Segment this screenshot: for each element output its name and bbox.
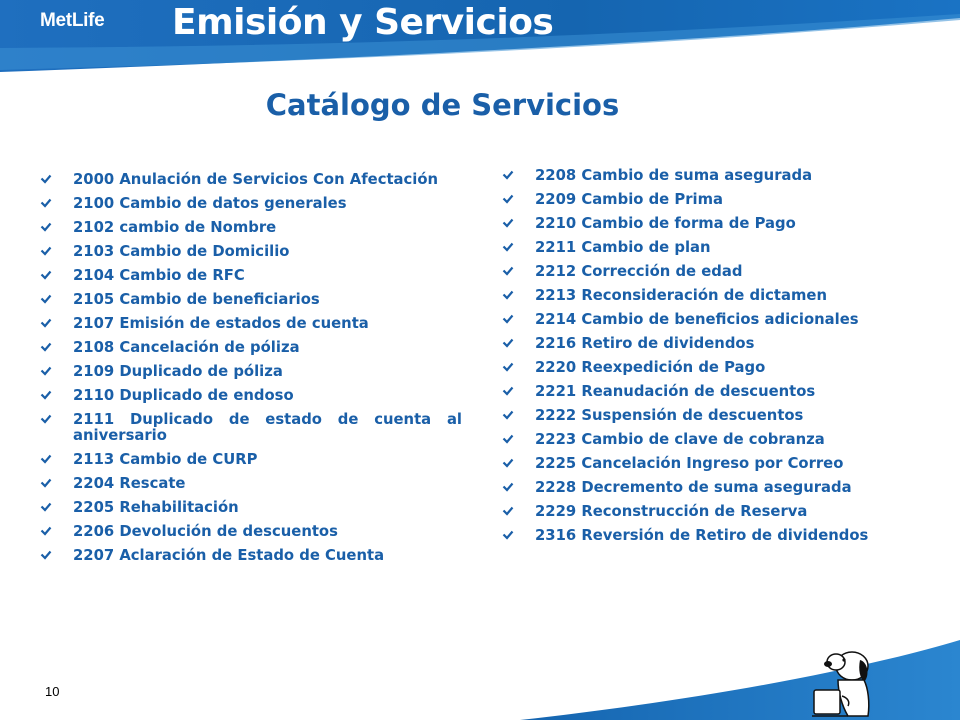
check-icon [502,361,514,373]
check-icon [40,525,52,537]
service-item-label: 2316 Reversión de Retiro de dividendos [535,527,869,544]
check-icon [502,529,514,541]
service-item-label: 2216 Retiro de dividendos [535,335,755,352]
service-item-label: 2109 Duplicado de póliza [73,363,283,380]
check-icon [40,341,52,353]
service-item [40,500,462,516]
service-item-label: 2207 Aclaración de Estado de Cuenta [73,547,385,564]
check-icon [502,505,514,517]
service-item-label: 2228 Decremento de suma asegurada [535,479,852,496]
service-item-label: 2220 Reexpedición de Pago [535,359,766,376]
service-item [40,476,462,492]
check-icon [502,457,514,469]
service-item [40,172,462,188]
service-item-label: 2211 Cambio de plan [535,239,711,256]
service-item-label: 2105 Cambio de beneficiarios [73,291,320,308]
check-icon [40,317,52,329]
metlife-logo: MetLife [40,10,105,31]
service-item-label: 2214 Cambio de beneficios adicionales [535,311,859,328]
service-item [502,240,922,256]
service-item [40,548,462,564]
service-item-label: 2205 Rehabilitación [73,499,239,516]
check-icon [40,389,52,401]
service-item [502,312,922,328]
service-item [502,384,922,400]
check-icon [502,385,514,397]
service-item-label: 2223 Cambio de clave de cobranza [535,431,825,448]
check-icon [502,433,514,445]
services-list-left [40,172,462,572]
snoopy-icon [808,636,888,720]
service-item [502,360,922,376]
check-icon [40,453,52,465]
check-icon [502,289,514,301]
service-item-label: 2108 Cancelación de póliza [73,339,300,356]
check-icon [502,265,514,277]
service-item-label: 2225 Cancelación Ingreso por Correo [535,455,844,472]
service-item [40,220,462,236]
header-title: Emisión y Servicios [172,2,554,43]
check-icon [40,501,52,513]
service-item [40,524,462,540]
check-icon [502,217,514,229]
service-item [40,452,462,468]
service-item-label: 2103 Cambio de Domicilio [73,243,290,260]
check-icon [40,413,52,425]
check-icon [40,173,52,185]
service-item [502,456,922,472]
services-list-right [502,168,922,552]
service-item [40,364,462,380]
service-item [502,288,922,304]
service-item [502,504,922,520]
check-icon [502,193,514,205]
service-item [502,168,922,184]
check-icon [40,245,52,257]
page-number: 10 [45,684,60,699]
check-icon [502,169,514,181]
service-item-label: 2221 Reanudación de descuentos [535,383,816,400]
service-item [502,528,922,544]
service-item-label: 2212 Corrección de edad [535,263,743,280]
check-icon [40,477,52,489]
service-item [40,268,462,284]
service-item-label: 2208 Cambio de suma asegurada [535,167,813,184]
service-item-label: 2206 Devolución de descuentos [73,523,338,540]
check-icon [40,197,52,209]
service-item [40,316,462,332]
service-item [40,340,462,356]
service-item-label: 2107 Emisión de estados de cuenta [73,315,369,332]
check-icon [502,241,514,253]
service-item [502,408,922,424]
service-item-label: 2110 Duplicado de endoso [73,387,294,404]
service-item [40,292,462,308]
service-item [40,196,462,212]
service-item [502,480,922,496]
service-item-label: 2210 Cambio de forma de Pago [535,215,796,232]
check-icon [40,221,52,233]
service-item-label: 2100 Cambio de datos generales [73,195,347,212]
service-item [502,264,922,280]
service-item-label: 2213 Reconsideración de dictamen [535,287,827,304]
service-item [502,432,922,448]
page-title: Catálogo de Servicios [265,88,620,122]
service-item [40,412,462,444]
check-icon [40,293,52,305]
service-item-label: 2229 Reconstrucción de Reserva [535,503,808,520]
service-item [502,192,922,208]
service-item-label: 2209 Cambio de Prima [535,191,723,208]
service-item-label: 2222 Suspensión de descuentos [535,407,804,424]
check-icon [40,365,52,377]
service-item [502,216,922,232]
service-item-label: 2204 Rescate [73,475,186,492]
check-icon [502,337,514,349]
check-icon [502,481,514,493]
service-item-label: 2104 Cambio de RFC [73,267,245,284]
check-icon [502,409,514,421]
service-item-label: 2113 Cambio de CURP [73,451,258,468]
check-icon [40,549,52,561]
service-item [40,244,462,260]
service-item [502,336,922,352]
service-item-label: 2102 cambio de Nombre [73,219,277,236]
service-item-label: 2000 Anulación de Servicios Con Afectación [73,171,439,188]
service-item-label: 2111 Duplicado de estado de cuenta al aniversario [73,411,462,444]
check-icon [502,313,514,325]
service-item [40,388,462,404]
check-icon [40,269,52,281]
